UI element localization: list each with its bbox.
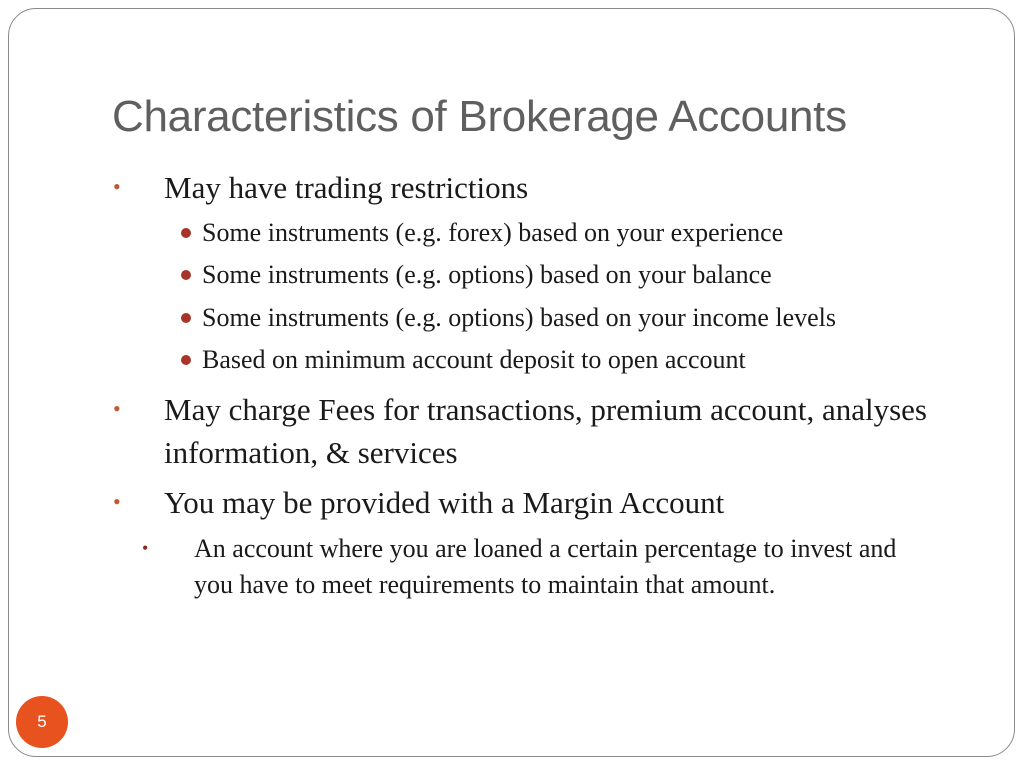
bullet-1-sub-2: Some instruments (e.g. options) based on your balance <box>202 260 772 289</box>
bullet-marker: • <box>113 396 121 421</box>
bullet-2-text: May charge Fees for transactions, premium account, analyses information, & services <box>164 392 927 470</box>
bullet-1-text: May have trading restrictions <box>164 170 529 205</box>
slide-title: Characteristics of Brokerage Accounts <box>112 92 847 141</box>
sub-bullet-dot <box>181 355 191 365</box>
sub-bullet-dot <box>181 228 191 238</box>
sub-bullet-dot <box>181 270 191 280</box>
bullet-3-text: You may be provided with a Margin Account <box>164 485 725 520</box>
bullet-1-sub-1: Some instruments (e.g. forex) based on your experience <box>202 218 784 247</box>
sub-bullet-marker: • <box>142 538 149 558</box>
sub-bullet-dot <box>181 313 191 323</box>
bullet-marker: • <box>113 489 121 514</box>
bullet-marker: • <box>113 174 121 199</box>
bullet-1-sub-4: Based on minimum account deposit to open account <box>202 345 746 374</box>
bullet-3-sub-1: An account where you are loaned a certain percentage to invest and you have to meet requirements to maintain that amount. <box>194 534 897 599</box>
page-number-badge: 5 <box>16 696 68 748</box>
bullet-1-sub-3: Some instruments (e.g. options) based on your income levels <box>202 303 837 332</box>
